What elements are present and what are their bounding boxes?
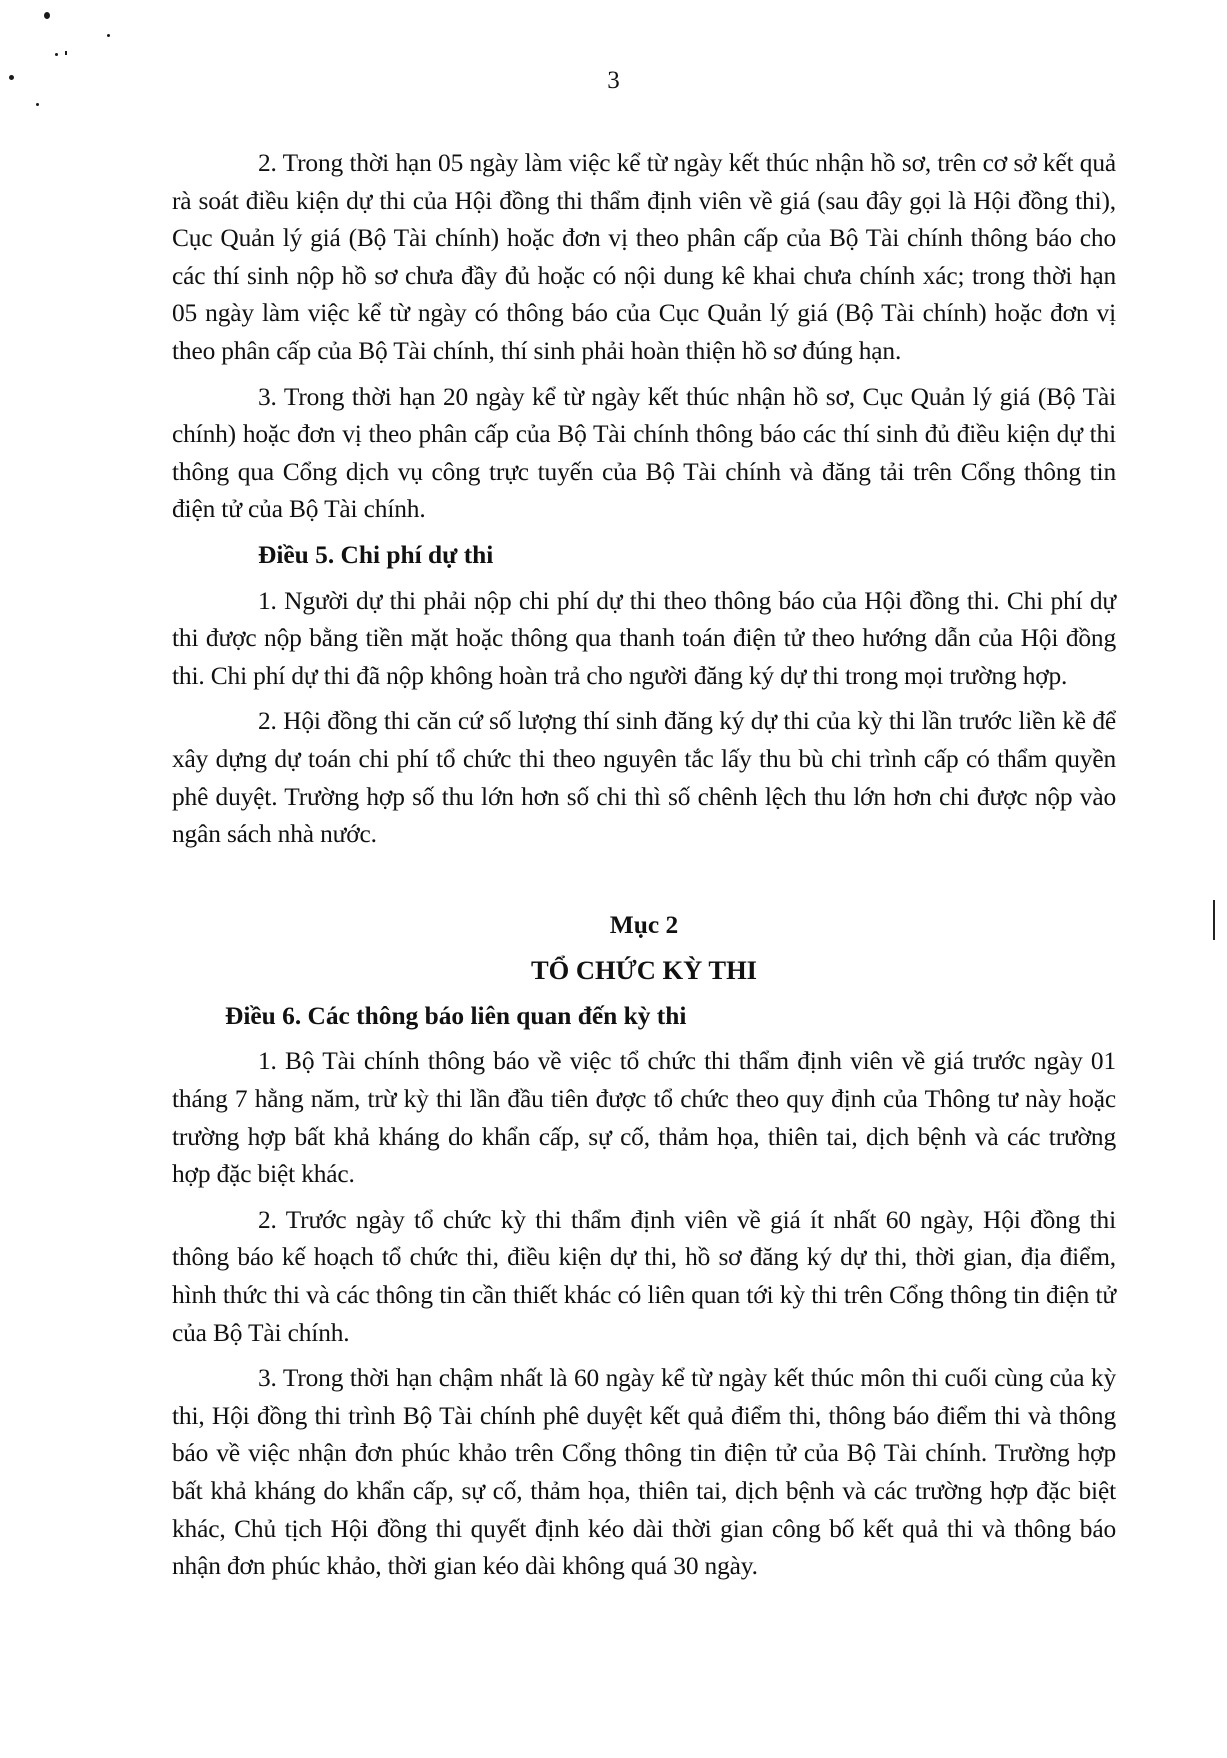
scan-speck bbox=[107, 34, 110, 37]
article-5-clause-1: 1. Người dự thi phải nộp chi phí dự thi theo thông báo của Hội đồng thi. Chi phí dự thi được nộp bằng tiền mặt hoặc thông qua thanh toán điện tử theo hướng dẫn của Hội đồng thi. Chi phí dự thi đã nộp không hoàn trả cho người đăng ký dự thi trong mọi trường hợp. bbox=[172, 586, 1116, 690]
article-5-clause-2: 2. Hội đồng thi căn cứ số lượng thí sinh đăng ký dự thi của kỳ thi lần trước liền kề để xây dựng dự toán chi phí tổ chức thi theo nguyên tắc lấy thu bù chi trình cấp có thẩm quyền phê duyệt. Trường hợp số thu lớn hơn số chi thì số chênh lệch thu lớn hơn chi được nộp vào ngân sách nhà nước. bbox=[172, 707, 1116, 849]
scan-speck bbox=[36, 103, 39, 106]
article-4-clause-2: 2. Trong thời hạn 05 ngày làm việc kể từ ngày kết thúc nhận hồ sơ, trên cơ sở kết quả rà soát điều kiện dự thi của Hội đồng thi thẩm định viên về giá (sau đây gọi là Hội đồng thi), Cục Quản lý giá (Bộ Tài chính) hoặc đơn vị theo phân cấp của Bộ Tài chính thông báo cho các thí sinh nộp hồ sơ chưa đầy đủ hoặc có nội dung kê khai chưa chính xác; trong thời hạn 05 ngày làm việc kể từ ngày có thông báo của Cục Quản lý giá (Bộ Tài chính) hoặc đơn vị theo phân cấp của Bộ Tài chính, thí sinh phải hoàn thiện hồ sơ đúng hạn. bbox=[172, 149, 1116, 365]
scan-speck bbox=[55, 53, 58, 56]
section-label: Mục 2 bbox=[609, 910, 679, 939]
scan-speck bbox=[65, 51, 67, 55]
article-6-heading: Điều 6. Các thông báo liên quan đến kỳ thi bbox=[225, 1001, 687, 1030]
section-title: TỔ CHỨC KỲ THI bbox=[530, 955, 757, 986]
scan-margin-mark bbox=[1213, 900, 1215, 940]
article-6-clause-3: 3. Trong thời hạn chậm nhất là 60 ngày kể từ ngày kết thúc môn thi cuối cùng của kỳ thi, Hội đồng thi trình Bộ Tài chính phê duyệt kết quả điểm thi, thông báo điểm thi và thông báo về việc nhận đơn phúc khảo trên Cổng thông tin điện tử của Bộ Tài chính. Trường hợp bất khả kháng do khẩn cấp, sự cố, thảm họa, thiên tai, dịch bệnh và các trường hợp đặc biệt khác, Chủ tịch Hội đồng thi quyết định kéo dài thời gian công bố kết quả thi và thông báo nhận đơn phúc khảo, thời gian kéo dài không quá 30 ngày. bbox=[172, 1364, 1116, 1581]
article-4-clause-3: 3. Trong thời hạn 20 ngày kể từ ngày kết thúc nhận hồ sơ, Cục Quản lý giá (Bộ Tài chính) hoặc đơn vị theo phân cấp của Bộ Tài chính thông báo các thí sinh đủ điều kiện dự thi thông qua Cổng dịch vụ công trực tuyến của Bộ Tài chính và đăng tải trên Cổng thông tin điện tử của Bộ Tài chính. bbox=[172, 382, 1116, 524]
document-body bbox=[172, 145, 1116, 1594]
article-5-heading: Điều 5. Chi phí dự thi bbox=[258, 540, 494, 569]
article-6-clause-2: 2. Trước ngày tổ chức kỳ thi thẩm định viên về giá ít nhất 60 ngày, Hội đồng thi thông báo kế hoạch tổ chức thi, điều kiện dự thi, hồ sơ đăng ký dự thi, thời gian, địa điểm, hình thức thi và các thông tin cần thiết khác có liên quan tới kỳ thi trên Cổng thông tin điện tử của Bộ Tài chính. bbox=[172, 1205, 1116, 1347]
scan-speck bbox=[44, 12, 50, 19]
page-number: 3 bbox=[607, 67, 620, 94]
article-6-clause-1: 1. Bộ Tài chính thông báo về việc tổ chức thi thẩm định viên về giá trước ngày 01 tháng 7 hằng năm, trừ kỳ thi lần đầu tiên được tổ chức theo quy định của Thông tư này hoặc trường hợp bất khả kháng do khẩn cấp, sự cố, thảm họa, thiên tai, dịch bệnh và các trường hợp đặc biệt khác. bbox=[172, 1047, 1116, 1189]
